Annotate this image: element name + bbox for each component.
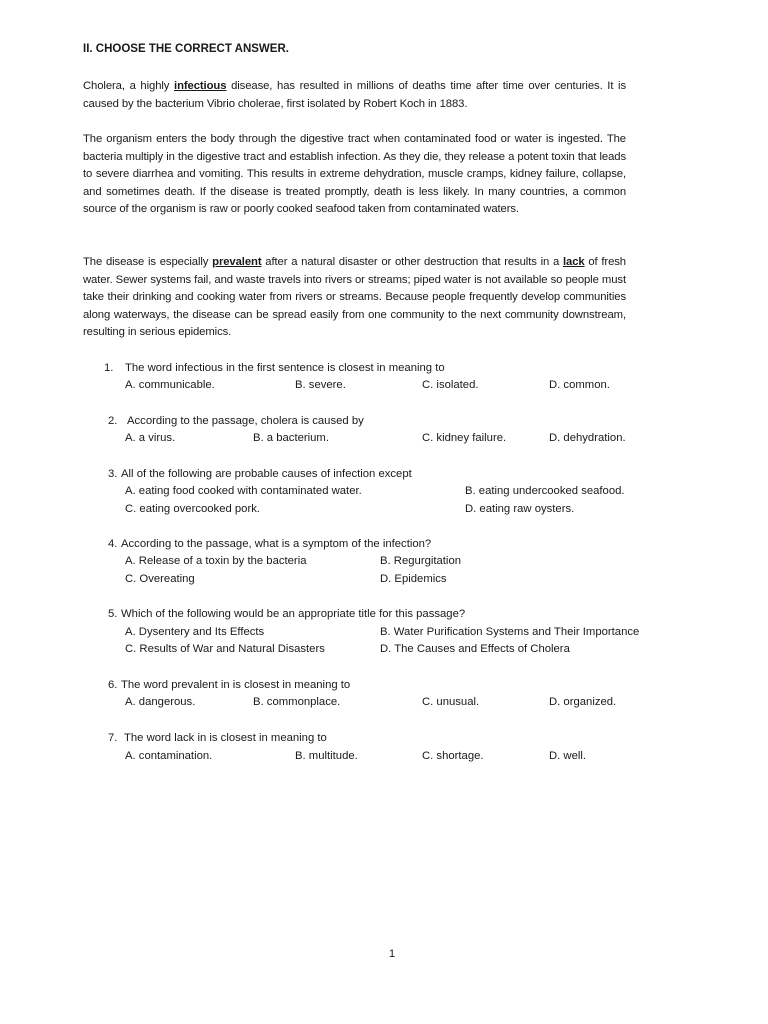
option-d[interactable]: D. common. xyxy=(549,379,610,391)
option-b[interactable]: B. severe. xyxy=(295,379,346,391)
keyword-infectious: infectious xyxy=(174,80,227,92)
question-number: 3. xyxy=(108,468,118,480)
passage-paragraph-1 xyxy=(83,78,626,113)
question-number: 1. xyxy=(104,362,114,374)
p1-text-end: disease, has resulted in millions of deaths time after time over centuries. It is caused by the bacterium Vibrio cholerae, first isolated by Robert Koch in 1883. xyxy=(83,80,626,110)
question-number: 7. xyxy=(108,732,118,744)
option-c[interactable]: C. kidney failure. xyxy=(422,432,507,444)
question-stem: Which of the following would be an appropriate title for this passage? xyxy=(121,608,466,620)
option-a[interactable]: A. a virus. xyxy=(125,432,176,444)
option-a[interactable]: A. eating food cooked with contaminated water. xyxy=(125,485,362,497)
question-number: 5. xyxy=(108,608,118,620)
option-c[interactable]: C. Overeating xyxy=(125,573,195,585)
question-stem: The word prevalent in is closest in meaning to xyxy=(121,679,351,691)
option-d[interactable]: D. well. xyxy=(549,750,587,762)
question-number: 6. xyxy=(108,679,118,691)
page-number: 1 xyxy=(388,948,396,960)
option-a[interactable]: A. Dysentery and Its Effects xyxy=(125,626,265,638)
option-a[interactable]: A. Release of a toxin by the bacteria xyxy=(125,555,307,567)
option-d[interactable]: D. organized. xyxy=(549,696,617,708)
question-stem: According to the passage, what is a symptom of the infection? xyxy=(121,538,432,550)
option-d[interactable]: D. eating raw oysters. xyxy=(465,503,575,515)
option-c[interactable]: C. Results of War and Natural Disasters xyxy=(125,643,325,655)
option-d[interactable]: D. The Causes and Effects of Cholera xyxy=(380,643,570,655)
question-stem: All of the following are probable causes of infection except xyxy=(121,468,412,480)
option-c[interactable]: C. unusual. xyxy=(422,696,480,708)
keyword-lack: lack xyxy=(562,256,585,268)
question-number: 4. xyxy=(108,538,118,550)
section-heading: II. CHOOSE THE CORRECT ANSWER. xyxy=(83,43,289,55)
passage-paragraph-3 xyxy=(83,254,626,342)
question-stem: The word lack in is closest in meaning to xyxy=(124,732,327,744)
option-b[interactable]: B. Water Purification Systems and Their Importance xyxy=(380,626,640,638)
option-b[interactable]: B. eating undercooked seafood. xyxy=(465,485,625,497)
option-a[interactable]: A. contamination. xyxy=(125,750,213,762)
p3-text-start: The disease is especially xyxy=(83,256,213,268)
question-stem: According to the passage, cholera is caused by xyxy=(127,415,364,427)
option-b[interactable]: B. multitude. xyxy=(295,750,358,762)
option-c[interactable]: C. shortage. xyxy=(422,750,484,762)
p3-text-middle: after a natural disaster or other destruction that results in a xyxy=(261,256,563,268)
option-b[interactable]: B. commonplace. xyxy=(253,696,341,708)
option-d[interactable]: D. dehydration. xyxy=(549,432,626,444)
option-c[interactable]: C. isolated. xyxy=(422,379,479,391)
p1-text-start: Cholera, a highly xyxy=(83,80,175,92)
option-a[interactable]: A. dangerous. xyxy=(125,696,196,708)
option-c[interactable]: C. eating overcooked pork. xyxy=(125,503,261,515)
option-d[interactable]: D. Epidemics xyxy=(380,573,447,585)
passage-paragraph-2: The organism enters the body through the digestive tract when contaminated food or water is ingested. The bacteria multiply in the digestive tract and establish infection. As they die, they release a potent toxin that leads to severe diarrhea and vomiting. This results in extreme dehydration, muscle cramps, kidney failure, collapse, and sometimes death. If the disease is treated promptly, death is less likely. In many countries, a common source of the organism is raw or poorly cooked seafood taken from contaminated waters. xyxy=(83,133,626,216)
p3-text-end: of fresh water. Sewer systems fail, and waste travels into rivers or streams; piped water is not available so people must take their drinking and cooking water from rivers or streams. Because people frequently develop communities along waterways, the disease can be spread easily from one community to the next community downstream, resulting in serious epidemics. xyxy=(83,256,626,339)
option-a[interactable]: A. communicable. xyxy=(125,379,215,391)
option-b[interactable]: B. a bacterium. xyxy=(253,432,329,444)
keyword-prevalent: prevalent xyxy=(212,256,262,268)
option-b[interactable]: B. Regurgitation xyxy=(380,555,462,567)
question-number: 2. xyxy=(108,415,118,427)
question-stem: The word infectious in the first sentence is closest in meaning to xyxy=(125,362,445,374)
